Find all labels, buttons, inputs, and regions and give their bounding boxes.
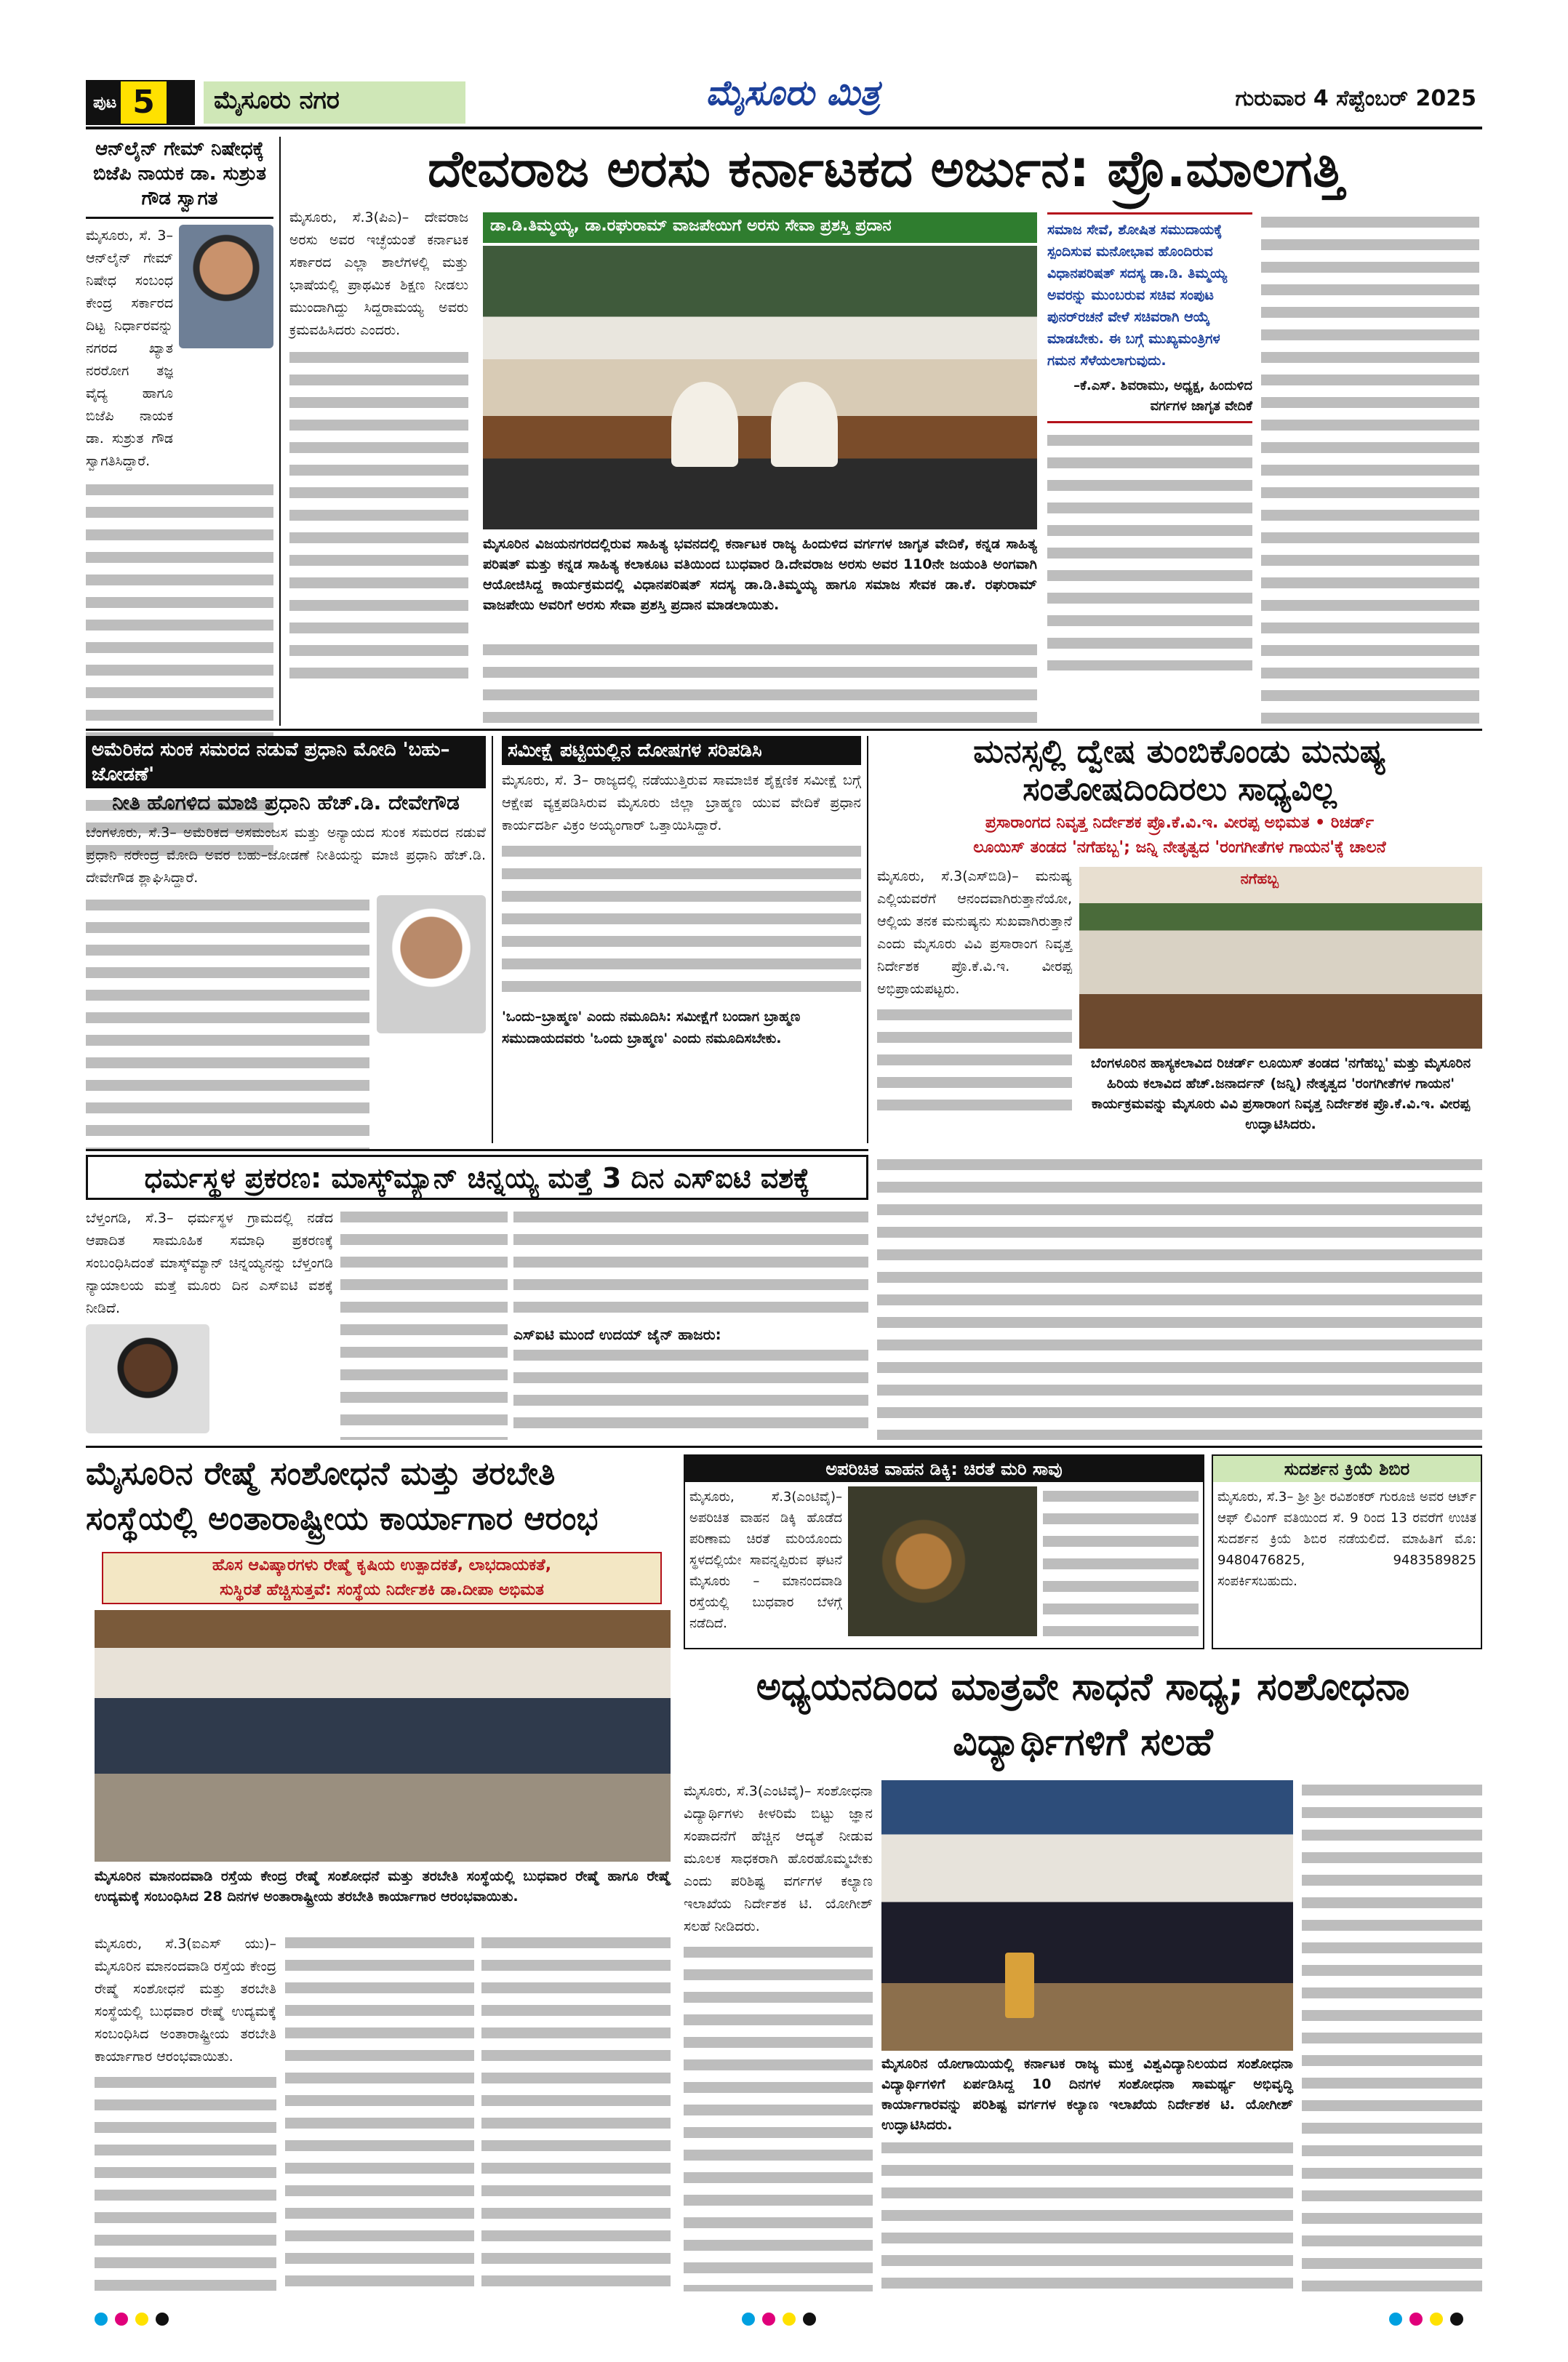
newspaper-brand: ಮೈಸೂರು ಮಿತ್ರ: [705, 73, 880, 113]
print-marks-right: [1389, 2313, 1471, 2329]
page-number-box: [86, 80, 195, 125]
silk-col3-lines: [481, 1933, 671, 2297]
sudarshan-text: ಮೈಸೂರು, ಸೆ.3– ಶ್ರೀ ಶ್ರೀ ರವಿಶಂಕರ್ ಗುರೂಜಿ ಅವರ ಆರ್ಟ್ ಆಫ್ ಲಿವಿಂಗ್ ವತಿಯಿಂದ ಸೆ. 9 ರಿಂದ 13 ರವರೆಗೆ ಉಚಿತ ಸುದರ್ಶನ ಕ್ರಿಯೆ ಶಿಬಿರ ನಡೆಯಲಿದೆ. ಮಾಹಿತಿಗೆ ಮೊ: 9480476825, 9483589825 ಸಂಪರ್ಕಿಸಬಹುದು.: [1217, 1489, 1476, 1589]
silk-col1-lines: [95, 2073, 276, 2291]
chinnayya-photo: [86, 1324, 209, 1433]
yellow-mark: [1430, 2313, 1443, 2326]
hate-body-lines: [877, 1005, 1072, 1121]
silk-headline: ಮೈಸೂರಿನ ರೇಷ್ಮೆ ಸಂಶೋಧನೆ ಮತ್ತು ತರಬೇತಿ ಸಂಸ್ಥೆಯಲ್ಲಿ ಅಂತಾರಾಷ್ಟ್ರೀಯ ಕಾರ್ಯಾಗಾರ ಆರಂಭ: [86, 1455, 599, 1537]
gaming-story: [86, 137, 281, 726]
sudarshan-story: [1212, 1454, 1482, 1649]
magenta-mark: [762, 2313, 775, 2326]
black-mark: [803, 2313, 816, 2326]
leopard-text: ಮೈಸೂರು, ಸೆ.3(ಎಂಟಿವೈ)– ಅಪರಿಚಿತ ವಾಹನ ಡಿಕ್ಕಿ ಹೊಡೆದ ಪರಿಣಾಮ ಚಿರತೆ ಮರಿಯೊಂದು ಸ್ಥಳದಲ್ಲಿಯೇ ಸಾವನ್ನಪ್ಪಿರುವ ಘಟನೆ ಮೈಸೂರು – ಮಾನಂದವಾಡಿ ರಸ್ತೆಯಲ್ಲಿ ಬುಧವಾರ ಬೆಳಗ್ಗೆ ನಡೆದಿದೆ.: [689, 1489, 842, 1631]
leopard-story: [684, 1454, 1204, 1649]
magenta-mark: [115, 2313, 128, 2326]
hate-continuation-lines: [877, 1155, 1482, 1440]
magenta-mark: [1409, 2313, 1423, 2326]
lead-col1-text: ಮೈಸೂರು, ಸೆ.3(ಪಿಎ)– ದೇವರಾಜ ಅರಸು ಅವರ ಇಚ್ಛೆಯಂತೆ ಕರ್ನಾಟಕ ಸರ್ಕಾರದ ಎಲ್ಲಾ ಶಾಲೆಗಳಲ್ಲಿ ಮತ್ತು ಭಾಷೆಯಲ್ಲಿ ಪ್ರಾಥಮಿಕ ಶಿಕ್ಷಣ ನೀಡಲು ಮುಂದಾಗಿದ್ದು ಸಿದ್ದರಾಮಯ್ಯ ಅವರು ಕ್ರಮವಹಿಸಿದರು ಎಂದರು.: [289, 209, 468, 338]
study-col1-lines: [684, 1942, 873, 2291]
gowda-headline: ನೀತಿ ಹೊಗಳಿದ ಮಾಜಿ ಪ್ರಧಾನಿ ಹೆಚ್.ಡಿ. ದೇವೇಗೌಡ: [112, 790, 460, 814]
dharmasthala-col3-lines: [513, 1207, 868, 1324]
leopard-body-lines: [1043, 1486, 1199, 1636]
black-mark: [1450, 2313, 1463, 2326]
masthead-rule: [86, 127, 1482, 129]
cyan-mark: [95, 2313, 108, 2326]
gowda-text: ಬೆಂಗಳೂರು, ಸೆ.3– ಅಮೆರಿಕದ ಅಸಮಂಜಸ ಮತ್ತು ಅನ್ಯಾಯದ ಸುಂಕ ಸಮರದ ನಡುವೆ ಪ್ರಧಾನಿ ನರೇಂದ್ರ ಮೋದಿ ಅವರ ಬಹು–ಜೋಡಣೆ ನೀತಿಯನ್ನು ಮಾಜಿ ಪ್ರಧಾನಿ ಹೆಚ್.ಡಿ. ದೇವೇಗೌಡ ಶ್ಲಾಘಿಸಿದ್ದಾರೆ.: [86, 825, 486, 886]
hate-column-1: [877, 865, 1072, 1146]
print-marks-left: [95, 2313, 176, 2329]
lead-body-lines: [483, 640, 1037, 726]
silk-subhead-box: [102, 1552, 662, 1604]
yellow-mark: [135, 2313, 148, 2326]
hate-subhead-2: ಲೂಯಿಸ್ ತಂಡದ 'ನಗೆಹಬ್ಬ'; ಜನ್ನಿ ನೇತೃತ್ವದ 'ರಂಗಗೀತೆಗಳ ಗಾಯನ'ಕ್ಕೆ ಚಾಲನೆ: [973, 838, 1386, 857]
cyan-mark: [1389, 2313, 1402, 2326]
dharmasthala-col3b-lines: [513, 1345, 868, 1433]
survey-text: ಮೈಸೂರು, ಸೆ. 3– ರಾಜ್ಯದಲ್ಲಿ ನಡೆಯುತ್ತಿರುವ ಸಾಮಾಜಿಕ ಶೈಕ್ಷಣಿಕ ಸಮೀಕ್ಷೆ ಬಗ್ಗೆ ಆಕ್ಷೇಪ ವ್ಯಕ್ತಪಡಿಸಿರುವ ಮೈಸೂರು ಜಿಲ್ಲಾ ಬ್ರಾಹ್ಮಣ ಯುವ ವೇದಿಕೆ ಪ್ರಧಾನ ಕಾರ್ಯದರ್ಶಿ ವಿಕ್ರಂ ಅಯ್ಯಂಗಾರ್ ಒತ್ತಾಯಿಸಿದ್ದಾರೆ.: [502, 772, 861, 833]
nagehabba-banner: ನಗೆಹಬ್ಬ: [1240, 870, 1279, 887]
awardee-figure: [771, 382, 837, 467]
survey-box-text: 'ಒಂದು–ಬ್ರಾಹ್ಮಣ' ಎಂದು ನಮೂದಿಸಿ: ಸಮೀಕ್ಷೆಗೆ ಬಂದಾಗ ಬ್ರಾಹ್ಮಣ ಸಮುದಾಯದವರು 'ಒಂದು ಬ್ರಾಹ್ಮಣ' ಎಂದು ನಮೂದಿಸಬೇಕು.: [502, 1009, 801, 1046]
dharmasthala-subhead: ಎಸ್‌ಐಟಿ ಮುಂದೆ ಉದಯ್ ಜೈನ್ ಹಾಜರು:: [513, 1326, 721, 1343]
nagehabba-photo: [1079, 867, 1482, 1049]
dharmasthala-headline: ಧರ್ಮಸ್ಥಳ ಪ್ರಕರಣ: ಮಾಸ್ಕ್‌ಮ್ಯಾನ್ ಚಿನ್ನಯ್ಯ ಮತ್ತೆ 3 ದಿನ ಎಸ್‌ಐಟಿ ವಶಕ್ಕೆ: [144, 1162, 810, 1194]
section-title: ಮೈಸೂರು ನಗರ: [204, 81, 465, 124]
page-number: 5: [121, 81, 167, 124]
study-headline-wrap: [684, 1660, 1482, 1773]
lead-subhead: ಡಾ.ಡಿ.ತಿಮ್ಮಯ್ಯ, ಡಾ.ರಘುರಾಮ್ ವಾಜಪೇಯಿಗೆ ಅರಸು ಸೇವಾ ಪ್ರಶಸ್ತಿ ಪ್ರದಾನ: [483, 212, 1037, 243]
gaming-headline: ಆನ್‌ಲೈನ್ ಗೇಮ್ ನಿಷೇಧಕ್ಕೆ ಬಿಜೆಪಿ ನಾಯಕ ಡಾ. ಸುಶ್ರುತ ಗೌಡ ಸ್ವಾಗತ: [92, 138, 267, 209]
lead-headline: ದೇವರಾಜ ಅರಸು ಕರ್ನಾಟಕದ ಅರ್ಜುನ: ಪ್ರೊ.ಮಾಲಗತ್ತಿ: [428, 139, 1344, 199]
lead-caption: ಮೈಸೂರಿನ ವಿಜಯನಗರದಲ್ಲಿರುವ ಸಾಹಿತ್ಯ ಭವನದಲ್ಲಿ ಕರ್ನಾಟಕ ರಾಜ್ಯ ಹಿಂದುಳಿದ ವರ್ಗಗಳ ಜಾಗೃತ ವೇದಿಕೆ, ಕನ್ನಡ ಸಾಹಿತ್ಯ ಪರಿಷತ್ ಮತ್ತು ಕನ್ನಡ ಸಾಹಿತ್ಯ ಕಲಾಕೂಟ ವತಿಯಿಂದ ಬುಧವಾರ ಡಿ.ದೇವರಾಜ ಅರಸು ಅವರ 110ನೇ ಜಯಂತಿ ಅಂಗವಾಗಿ ಆಯೋಜಿಸಿದ್ದ ಕಾರ್ಯಕ್ರಮದಲ್ಲಿ ವಿಧಾನಪರಿಷತ್ ಸದಸ್ಯ ಡಾ.ಡಿ.ತಿಮ್ಮಯ್ಯ ಹಾಗೂ ಸಮಾಜ ಸೇವಕ ಡಾ.ಕೆ. ರಘುರಾಮ್ ವಾಜಪೇಯಿ ಅವರಿಗೆ ಅರಸು ಸೇವಾ ಪ್ರಶಸ್ತಿ ಪ್ರದಾನ ಮಾಡಲಾಯಿತು.: [483, 536, 1037, 613]
gowda-kicker: ಅಮೆರಿಕದ ಸುಂಕ ಸಮರದ ನಡುವೆ ಪ್ರಧಾನಿ ಮೋದಿ 'ಬಹು–ಜೋಡಣೆ': [86, 736, 486, 788]
gowda-body-lines: [86, 895, 369, 1150]
dharmasthala-col2-lines: [340, 1207, 508, 1440]
study-headline: ಅಧ್ಯಯನದಿಂದ ಮಾತ್ರವೇ ಸಾಧನೆ ಸಾಧ್ಯ; ಸಂಶೋಧನಾ ವಿದ್ಯಾರ್ಥಿಗಳಿಗೆ ಸಲಹೆ: [756, 1665, 1410, 1764]
survey-story: [502, 736, 868, 1143]
dharmasthala-column-1: [86, 1207, 333, 1440]
page-label: ಪುಟ: [93, 93, 117, 112]
lead-column-1: [289, 207, 474, 726]
sudarshan-headline: ಸುದರ್ಶನ ಕ್ರಿಯೆ ಶಿಬಿರ: [1213, 1456, 1481, 1482]
awardee-figure: [671, 382, 737, 467]
issue-date: ಗುರುವಾರ 4 ಸೆಪ್ಟೆಂಬರ್ 2025: [1235, 86, 1476, 111]
divider: [86, 217, 273, 219]
silk-headline-wrap: [86, 1452, 675, 1548]
gowda-story: [86, 736, 493, 1143]
study-workshop-photo: [881, 1780, 1293, 2051]
gaming-text: ಮೈಸೂರು, ಸೆ. 3– ಆನ್‌ಲೈನ್ ಗೇಮ್ ನಿಷೇಧ ಸಂಬಂಧ ಕೇಂದ್ರ ಸರ್ಕಾರದ ದಿಟ್ಟ ನಿರ್ಧಾರವನ್ನು ನಗರದ ಖ್ಯಾತ ನರರೋಗ ತಜ್ಞ ವೈದ್ಯ ಹಾಗೂ ಬಿಜೆಪಿ ನಾಯಕ ಡಾ. ಸುಶ್ರುತ ಗೌಡ ಸ್ವಾಗತಿಸಿದ್ದಾರೆ.: [86, 228, 173, 469]
lead-col4-lines: [1261, 212, 1479, 726]
study-col3-lines: [1302, 1780, 1482, 2297]
hate-headline: ಮನಸ್ಸಲ್ಲಿ ದ್ವೇಷ ತುಂಬಿಕೊಂಡು ಮನುಷ್ಯ ಸಂತೋಷದಿಂದಿರಲು ಸಾಧ್ಯವಿಲ್ಲ: [973, 733, 1386, 808]
study-col2-lines: [881, 2138, 1293, 2297]
row-divider: [86, 1149, 868, 1151]
silk-subhead-2: ಸುಸ್ಥಿರತೆ ಹೆಚ್ಚಿಸುತ್ತವೆ: ಸಂಸ್ಥೆಯ ನಿರ್ದೇಶಕಿ ಡಾ.ದೀಪಾ ಅಭಿಮತ: [220, 1581, 544, 1599]
dharmasthala-headline-box: [86, 1155, 868, 1200]
dharmasthala-text: ಬೆಳ್ತಂಗಡಿ, ಸೆ.3– ಧರ್ಮಸ್ಥಳ ಗ್ರಾಮದಲ್ಲಿ ನಡೆದ ಆಪಾದಿತ ಸಾಮೂಹಿಕ ಸಮಾಧಿ ಪ್ರಕರಣಕ್ಕೆ ಸಂಬಂಧಿಸಿದಂತೆ ಮಾಸ್ಕ್‌ಮ್ಯಾನ್ ಚಿನ್ನಯ್ಯನನ್ನು ಬೆಳ್ತಂಗಡಿ ನ್ಯಾಯಾಲಯ ಮತ್ತೆ ಮೂರು ದಿನ ಎಸ್‌ಐಟಿ ವಶಕ್ಕೆ ನೀಡಿದೆ.: [86, 1210, 333, 1316]
silk-col2-lines: [285, 1933, 474, 2297]
hate-subhead-1: ಪ್ರಸಾರಾಂಗದ ನಿವೃತ್ತ ನಿರ್ದೇಶಕ ಪ್ರೊ.ಕೆ.ವಿ.ಇ. ವೀರಪ್ಪ ಅಭಿಮತ • ರಿಚರ್ಡ್: [985, 814, 1375, 832]
lead-pull-quote: ಸಮಾಜ ಸೇವೆ, ಶೋಷಿತ ಸಮುದಾಯಕ್ಕೆ ಸ್ಪಂದಿಸುವ ಮನೋಭಾವ ಹೊಂದಿರುವ ವಿಧಾನಪರಿಷತ್ ಸದಸ್ಯ ಡಾ.ಡಿ. ತಿಮ್ಮಯ್ಯ ಅವರನ್ನು ಮುಂಬರುವ ಸಚಿವ ಸಂಪುಟ ಪುನರ್‌ರಚನೆ ವೇಳೆ ಸಚಿವರಾಗಿ ಆಯ್ಕೆ ಮಾಡಬೇಕು. ಈ ಬಗ್ಗೆ ಮುಖ್ಯಮಂತ್ರಿಗಳ ಗಮನ ಸೆಳೆಯಲಾಗುವುದು.: [1047, 222, 1227, 369]
lead-quote-attribution: –ಕೆ.ಎಸ್. ಶಿವರಾಮು, ಅಧ್ಯಕ್ಷ, ಹಿಂದುಳಿದ ವರ್ಗಗಳ ಜಾಗೃತ ವೇದಿಕೆ: [1073, 378, 1252, 414]
study-column-1: [684, 1780, 873, 2297]
leopard-headline: ಅಪರಿಚಿತ ವಾಹನ ಡಿಕ್ಕಿ: ಚಿರತೆ ಮರಿ ಸಾವು: [685, 1456, 1203, 1482]
dharmasthala-column-3: [513, 1207, 868, 1440]
hate-text: ಮೈಸೂರು, ಸೆ.3(ಎಸ್‌ಬಿಡಿ)– ಮನುಷ್ಯ ಎಲ್ಲಿಯವರೆಗೆ ಆನಂದವಾಗಿರುತ್ತಾನೆಯೋ, ಆಲ್ಲಿಯ ತನಕ ಮನುಷ್ಯನು ಸುಖವಾಗಿರುತ್ತಾನೆ ಎಂದು ಮೈಸೂರು ವಿವಿ ಪ್ರಸಾರಾಂಗ ನಿವೃತ್ತ ನಿರ್ದೇಶಕ ಪ್ರೊ.ಕೆ.ವಿ.ಇ. ವೀರಪ್ಪ ಅಭಿಪ್ರಾಯಪಟ್ಟರು.: [877, 868, 1072, 997]
silk-text: ಮೈಸೂರು, ಸೆ.3(ಐಎಸ್ ಯು)– ಮೈಸೂರಿನ ಮಾನಂದವಾಡಿ ರಸ್ತೆಯ ಕೇಂದ್ರ ರೇಷ್ಮೆ ಸಂಶೋಧನೆ ಮತ್ತು ತರಬೇತಿ ಸಂಸ್ಥೆಯಲ್ಲಿ ಬುಧವಾರ ರೇಷ್ಮೆ ಉದ್ಯಮಕ್ಕೆ ಸಂಬಂಧಿಸಿದ ಅಂತಾರಾಷ್ಟ್ರೀಯ ತರಬೇತಿ ಕಾರ್ಯಾಗಾರ ಆರಂಭವಾಯಿತು.: [95, 1936, 276, 2065]
study-caption: ಮೈಸೂರಿನ ಯೋಗಾಯಿಯಲ್ಲಿ ಕರ್ನಾಟಕ ರಾಜ್ಯ ಮುಕ್ತ ವಿಶ್ವವಿದ್ಯಾನಿಲಯದ ಸಂಶೋಧನಾ ವಿದ್ಯಾರ್ಥಿಗಳಿಗೆ ಏರ್ಪಡಿಸಿದ್ದ 10 ದಿನಗಳ ಸಂಶೋಧನಾ ಸಾಮರ್ಥ್ಯ ಅಭಿವೃದ್ಧಿ ಕಾರ್ಯಾಗಾರವನ್ನು ಪರಿಶಿಷ್ಟ ವರ್ಗಗಳ ಕಲ್ಯಾಣ ಇಲಾಖೆಯ ನಿರ್ದೇಶಕ ಟಿ. ಯೋಗೀಶ್ ಉದ್ಘಾಟಿಸಿದರು.: [881, 2056, 1293, 2133]
lead-col3-lines: [1047, 431, 1252, 670]
survey-body-lines: [502, 841, 861, 1001]
black-mark: [156, 2313, 169, 2326]
hate-caption: ಬೆಂಗಳೂರಿನ ಹಾಸ್ಯಕಲಾವಿದ ರಿಚರ್ಡ್ ಲೂಯಿಸ್ ತಂಡದ 'ನಗೆಹಬ್ಬ' ಮತ್ತು ಮೈಸೂರಿನ ಹಿರಿಯ ಕಲಾವಿದ ಹೆಚ್.ಜನಾರ್ದನ್ (ಜನ್ನಿ) ನೇತೃತ್ವದ 'ರಂಗಗೀತೆಗಳ ಗಾಯನ' ಕಾರ್ಯಕ್ರಮವನ್ನು ಮೈಸೂರು ವಿವಿ ಪ್ರಸಾರಾಂಗ ನಿವೃತ್ತ ನಿರ್ದೇಶಕ ಪ್ರೊ.ಕೆ.ವಿ.ಇ. ವೀರಪ್ಪ ಉದ್ಘಾಟಿಸಿದರು.: [1090, 1055, 1471, 1132]
survey-headline: ಸಮೀಕ್ಷೆ ಪಟ್ಟಿಯಲ್ಲಿನ ದೋಷಗಳ ಸರಿಪಡಿಸಿ: [502, 736, 861, 765]
leopard-photo: [848, 1486, 1037, 1636]
row-divider: [86, 1446, 1482, 1448]
gaming-portrait-photo: [179, 225, 273, 348]
lamp-figure: [1005, 1953, 1034, 2018]
award-ceremony-photo: [483, 246, 1037, 529]
silk-column-1: [95, 1933, 276, 2297]
silk-workshop-photo: [95, 1610, 671, 1862]
gowda-portrait-photo: [377, 895, 486, 1033]
row-divider: [86, 729, 1482, 731]
cyan-mark: [742, 2313, 755, 2326]
study-text: ಮೈಸೂರು, ಸೆ.3(ಎಂಟಿವೈ)– ಸಂಶೋಧನಾ ವಿದ್ಯಾರ್ಥಿಗಳು ಕೀಳರಿಮೆ ಬಿಟ್ಟು ಜ್ಞಾನ ಸಂಪಾದನೆಗೆ ಹೆಚ್ಚಿನ ಆದ್ಯತೆ ನೀಡುವ ಮೂಲಕ ಸಾಧಕರಾಗಿ ಹೊರಹೊಮ್ಮಬೇಕು ಎಂದು ಪರಿಶಿಷ್ಟ ವರ್ಗಗಳ ಕಲ್ಯಾಣ ಇಲಾಖೆಯ ನಿರ್ದೇಶಕ ಟಿ. ಯೋಗೀಶ್ ಸಲಹೆ ನೀಡಿದರು.: [684, 1783, 873, 1934]
lead-col1-lines: [289, 348, 468, 689]
print-marks-center: [742, 2313, 823, 2329]
silk-caption: ಮೈಸೂರಿನ ಮಾನಂದವಾಡಿ ರಸ್ತೆಯ ಕೇಂದ್ರ ರೇಷ್ಮೆ ಸಂಶೋಧನೆ ಮತ್ತು ತರಬೇತಿ ಸಂಸ್ಥೆಯಲ್ಲಿ ಬುಧವಾರ ರೇಷ್ಮೆ ಹಾಗೂ ರೇಷ್ಮೆ ಉದ್ಯಮಕ್ಕೆ ಸಂಬಂಧಿಸಿದ 28 ದಿನಗಳ ಅಂತಾರಾಷ್ಟ್ರೀಯ ತರಬೇತಿ ಕಾರ್ಯಾಗಾರ ಆರಂಭವಾಯಿತು.: [95, 1868, 671, 1905]
silk-subhead-1: ಹೊಸ ಆವಿಷ್ಕಾರಗಳು ರೇಷ್ಮೆ ಕೃಷಿಯ ಉತ್ಪಾದಕತೆ, ಲಾಭದಾಯಕತೆ,: [212, 1556, 552, 1574]
yellow-mark: [783, 2313, 796, 2326]
lead-column-3: [1047, 212, 1252, 726]
